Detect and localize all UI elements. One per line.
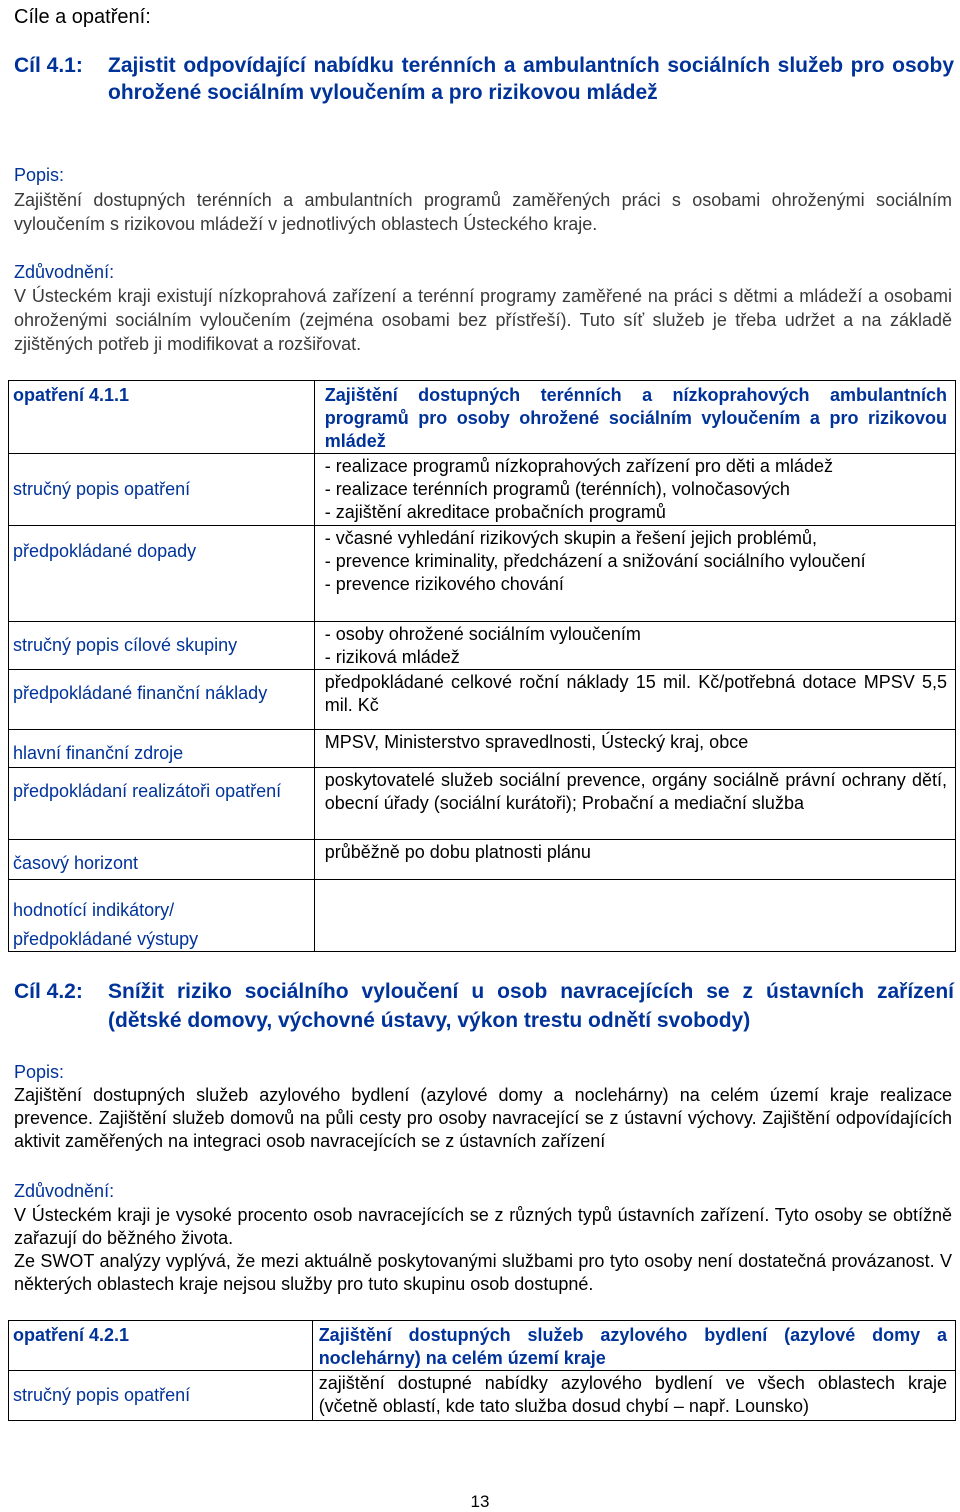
- opatreni-label: opatření 4.1.1: [13, 385, 130, 405]
- naklady-text: předpokládané celkové roční náklady 15 mil. Kč/potřebná dotace MPSV 5,5 mil. Kč: [324, 672, 947, 715]
- list-item: - realizace programů nízkoprahových zařízení pro děti a mládež: [324, 456, 833, 476]
- cilove-skupiny-label: stručný popis cílové skupiny: [13, 635, 238, 655]
- goal-title: Zajistit odpovídající nabídku terénních a ambulantních sociálních služeb pro osoby ohrožené sociálním vyloučením a pro rizikovou mládež: [108, 54, 954, 104]
- measure-table-4-1-1: [8, 380, 956, 952]
- list-item: - prevence rizikového chování: [324, 574, 564, 594]
- indikatory-label-1: hodnotící indikátory/: [13, 900, 175, 920]
- goal-number: Cíl 4.2:: [14, 980, 83, 1003]
- goal-4-1-heading: [14, 52, 954, 138]
- goal-title: Snížit riziko sociálního vyloučení u osob navracejících se z ústavních zařízení (dětské domovy, výchovné ústavy, výkon trestu odnětí svobody): [108, 980, 954, 1032]
- page-heading: Cíle a opatření:: [14, 6, 151, 28]
- popis-opatreni-text: zajištění dostupné nabídky azylového bydlení ve všech oblastech kraje (včetně oblastí, kde tato služba dosud chybí – např. Lounsko): [318, 1373, 947, 1416]
- measure-table-4-2-1: [8, 1320, 956, 1421]
- naklady-label: předpokládané finanční náklady: [13, 683, 268, 703]
- popis-label: Popis:: [14, 165, 65, 185]
- goal-4-2-heading: [14, 977, 954, 1061]
- dopady-label: předpokládané dopady: [13, 541, 197, 561]
- dopady-list: [314, 526, 955, 622]
- cilove-skupiny-list: [314, 622, 955, 670]
- zdroje-label: hlavní finanční zdroje: [13, 743, 184, 763]
- realizatori-text: poskytovatelé služeb sociální prevence, orgány sociálně právní ochrany dětí, obecní úřady (sociální kurátoři); Probační a mediační služba: [324, 770, 947, 813]
- zduvodneni-text-1: V Ústeckém kraji je vysoké procento osob navracejících se z různých typů ústavních zařízení. Tyto osoby se obtížně zařazují do běžného života.: [14, 1205, 952, 1248]
- popis-opatreni-list: [314, 454, 955, 526]
- zduvodneni-label: Zdůvodnění:: [14, 1181, 115, 1201]
- opatreni-label: opatření 4.2.1: [13, 1325, 130, 1345]
- list-item: - prevence kriminality, předcházení a snižování sociálního vyloučení: [324, 551, 866, 571]
- list-item: - osoby ohrožené sociálním vyloučením: [324, 624, 641, 644]
- zduvodneni-label: Zdůvodnění:: [14, 262, 115, 282]
- list-item: - realizace terénních programů (terénních), volnočasových: [324, 479, 790, 499]
- popis-label: Popis:: [14, 1062, 65, 1082]
- realizatori-label: předpokládaní realizátoři opatření: [13, 781, 282, 801]
- goal-number: Cíl 4.1:: [14, 54, 83, 77]
- list-item: - včasné vyhledání rizikových skupin a řešení jejich problémů,: [324, 528, 817, 548]
- zduvodneni-text: V Ústeckém kraji existují nízkoprahová zařízení a terénní programy zaměřené na práci s dětmi a mládeží a osobami ohroženými sociálním vyloučením (zejména osobami bez přístřeší). Tuto síť služeb je třeba udržet a na základě zjištěných potřeb ji modifikovat a rozšiřovat.: [14, 286, 952, 354]
- list-item: - zajištění akreditace probačních programů: [324, 502, 666, 522]
- horizont-label: časový horizont: [13, 853, 139, 873]
- indikatory-value: [314, 880, 955, 952]
- popis-text: Zajištění dostupných terénních a ambulantních programů zaměřených práci s osobami ohroženými sociálním vyloučením s rizikovou mládeží v jednotlivých oblastech Ústeckého kraje.: [14, 190, 952, 234]
- opatreni-title: Zajištění dostupných služeb azylového bydlení (azylové domy a noclehárny) na celém území kraje: [318, 1325, 947, 1368]
- popis-opatreni-label: stručný popis opatření: [13, 1385, 191, 1405]
- zdroje-text: MPSV, Ministerstvo spravedlnosti, Ústecký kraj, obce: [324, 732, 749, 752]
- popis-text: Zajištění dostupných služeb azylového bydlení (azylové domy a noclehárny) na celém území kraje realizace prevence. Zajištění služeb domovů na půli cesty pro osoby navracející se z ústavní výchovy. Zajištění odpovídajících aktivit zaměřených na integraci osob navracejících se z ústavních zařízení: [14, 1085, 952, 1151]
- horizont-text: průběžně po dobu platnosti plánu: [324, 842, 591, 862]
- indikatory-label-2: předpokládané výstupy: [13, 929, 199, 949]
- popis-opatreni-label: stručný popis opatření: [13, 479, 191, 499]
- page-number: 13: [470, 1492, 490, 1511]
- opatreni-title: Zajištění dostupných terénních a nízkoprahových ambulantních programů pro osoby ohrožené sociálním vyloučením a pro rizikovou mládež: [324, 385, 947, 451]
- list-item: - riziková mládež: [324, 647, 460, 667]
- zduvodneni-text-2: Ze SWOT analýzy vyplývá, že mezi aktuálně poskytovanými službami pro tyto osoby není dostatečná provázanost. V některých oblastech kraje nejsou služby pro tuto skupinu osob dostupné.: [14, 1251, 952, 1294]
